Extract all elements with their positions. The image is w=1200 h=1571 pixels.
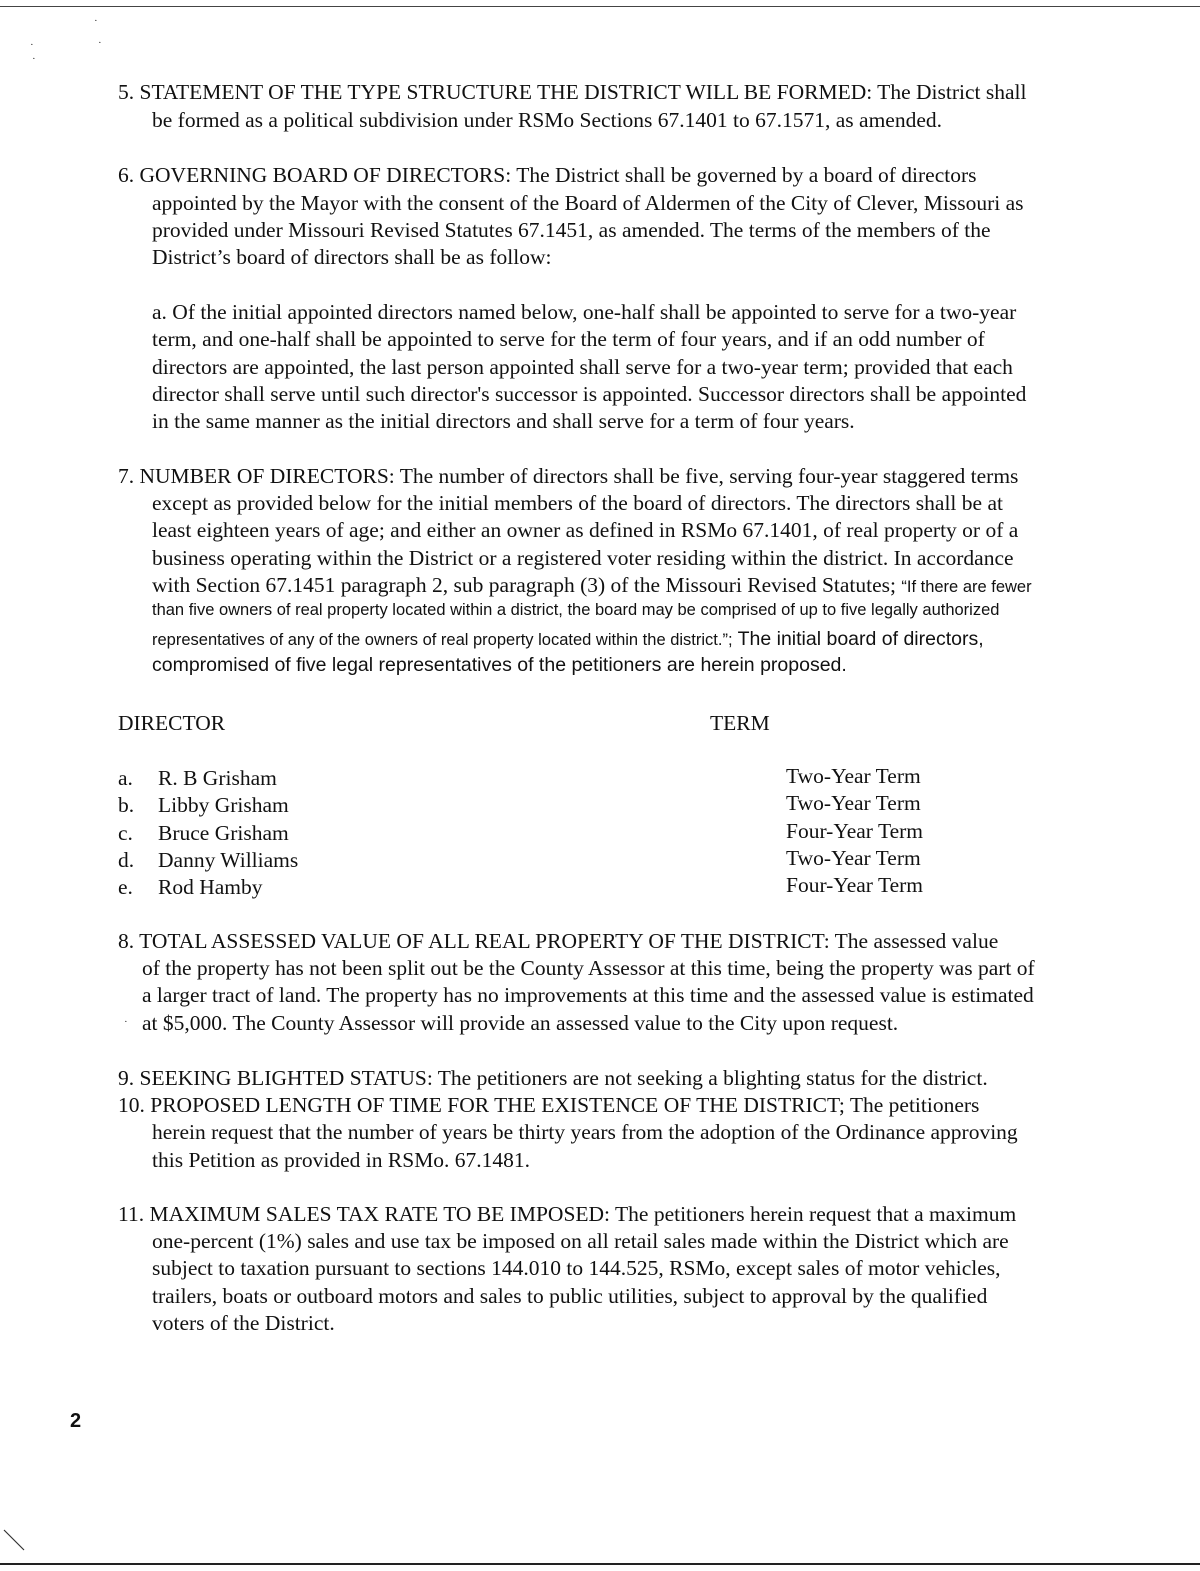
section-11-line-5: voters of the District. — [152, 1311, 335, 1335]
director-term: Two-Year Term — [786, 764, 921, 788]
scan-speck: · — [32, 53, 36, 65]
director-term: Four-Year Term — [786, 819, 924, 843]
section-6-line-4: District’s board of directors shall be as follow: — [152, 245, 552, 269]
section-7-line-3: least eighteen years of age; and either an owner as defined in RSMo 67.1401, of real property or of a — [152, 518, 1019, 542]
director-term: Four-Year Term — [786, 873, 924, 897]
section-7-line-7 — [152, 628, 984, 650]
scan-speck: · — [98, 37, 102, 49]
scan-speck: · — [94, 15, 98, 27]
row-letter: d. — [118, 848, 135, 872]
section-8-line-4: at $5,000. The County Assessor will provide an assessed value to the City upon request. — [142, 1011, 899, 1035]
section-11-line-3: subject to taxation pursuant to sections 144.010 to 144.525, RSMo, except sales of motor vehicles, — [152, 1256, 1001, 1280]
section-10-line-3: this Petition as provided in RSMo. 67.1481. — [152, 1148, 531, 1172]
section-6-line-2: appointed by the Mayor with the consent of the Board of Aldermen of the City of Clever, Missouri as — [152, 191, 1024, 215]
term-column-header: TERM — [710, 711, 770, 735]
section-8-line-2: of the property has not been split out be the County Assessor at this time, being the property was part of — [142, 956, 1035, 980]
section-6-line-1: 6. GOVERNING BOARD OF DIRECTORS: The District shall be governed by a board of directors — [118, 163, 977, 187]
section-8-line-1: 8. TOTAL ASSESSED VALUE OF ALL REAL PROPERTY OF THE DISTRICT: The assessed value — [118, 929, 999, 953]
section-11-line-2: one-percent (1%) sales and use tax be imposed on all retail sales made within the District which are — [152, 1229, 1009, 1253]
section-10-line-2: herein request that the number of years be thirty years from the adoption of the Ordinance approving — [152, 1120, 1018, 1144]
section-7-line-5-text: with Section 67.1451 paragraph 2, sub paragraph (3) of the Missouri Revised Statutes; — [152, 573, 902, 597]
section-5-line-1: 5. STATEMENT OF THE TYPE STRUCTURE THE DISTRICT WILL BE FORMED: The District shall — [118, 80, 1027, 104]
row-letter: e. — [118, 875, 133, 899]
scan-corner-mark — [2, 1528, 32, 1554]
director-name: Danny Williams — [158, 848, 299, 872]
section-6a-line-2: term, and one-half shall be appointed to serve for the term of four years, and if an odd number of — [152, 327, 985, 351]
section-7-line-2: except as provided below for the initial members of the board of directors. The directors shall be at — [152, 491, 1003, 515]
section-7-line-1: 7. NUMBER OF DIRECTORS: The number of directors shall be five, serving four-year staggered terms — [118, 464, 1019, 488]
director-name: Bruce Grisham — [158, 821, 289, 845]
page-number: 2 — [70, 1410, 82, 1432]
section-6a-line-3: directors are appointed, the last person appointed shall serve for a two-year term; provided that each — [152, 355, 1013, 379]
section-5-line-2: be formed as a political subdivision under RSMo Sections 67.1401 to 67.1571, as amended. — [152, 108, 943, 132]
row-letter: b. — [118, 793, 135, 817]
bottom-rule — [0, 1563, 1200, 1565]
section-11-line-1: 11. MAXIMUM SALES TAX RATE TO BE IMPOSED: The petitioners herein request that a maximum — [118, 1202, 1017, 1226]
director-name: R. B Grisham — [158, 766, 277, 790]
section-8-line-3: a larger tract of land. The property has no improvements at this time and the assessed value is estimated — [142, 983, 1034, 1007]
director-name: Rod Hamby — [158, 875, 263, 899]
section-6a-line-4: director shall serve until such director's successor is appointed. Successor directors shall be appointed — [152, 382, 1027, 406]
section-6-line-3: provided under Missouri Revised Statutes 67.1451, as amended. The terms of the members of the — [152, 218, 991, 242]
section-7-line-5 — [152, 575, 1032, 597]
scan-speck: · — [30, 39, 34, 51]
initial-board-text: The initial board of directors, — [732, 628, 984, 650]
statute-quote-end: representatives of any of the owners of real property located within the district.”; — [152, 631, 733, 649]
section-6a-line-1: a. Of the initial appointed directors named below, one-half shall be appointed to serve for a two-year — [152, 300, 1017, 324]
director-term: Two-Year Term — [786, 846, 921, 870]
director-term: Two-Year Term — [786, 791, 921, 815]
section-11-line-4: trailers, boats or outboard motors and sales to public utilities, subject to approval by the qualified — [152, 1284, 988, 1308]
section-7-line-4: business operating within the District or a registered voter residing within the district. In accordance — [152, 546, 1014, 570]
director-name: Libby Grisham — [158, 793, 289, 817]
scan-speck: · — [124, 1016, 128, 1028]
statute-quote-start: “If there are fewer — [901, 578, 1032, 596]
section-6a-line-5: in the same manner as the initial directors and shall serve for a term of four years. — [152, 409, 855, 433]
section-10-line-1: 10. PROPOSED LENGTH OF TIME FOR THE EXISTENCE OF THE DISTRICT; The petitioners — [118, 1093, 980, 1117]
director-column-header: DIRECTOR — [118, 711, 226, 735]
section-9-line-1: 9. SEEKING BLIGHTED STATUS: The petitioners are not seeking a blighting status for the district. — [118, 1066, 988, 1090]
section-7-line-8: compromised of five legal representatives of the petitioners are herein proposed. — [152, 654, 847, 676]
row-letter: c. — [118, 821, 133, 845]
statute-quote-line: than five owners of real property located within a district, the board may be comprised of up to five legally authorized — [152, 601, 1000, 619]
top-rule — [0, 6, 1200, 7]
row-letter: a. — [118, 766, 133, 790]
